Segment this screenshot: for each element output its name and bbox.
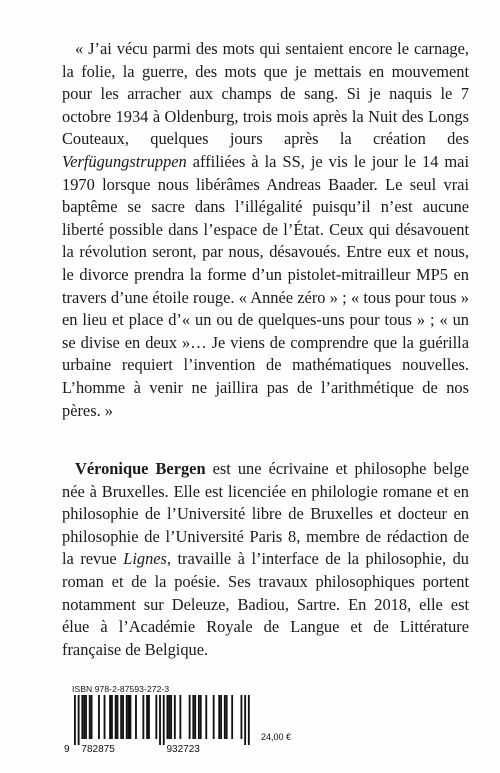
- barcode-bar: [155, 695, 157, 739]
- barcode-bar: [148, 695, 150, 739]
- bio-text-a: est une écrivaine et philosophe belge née à Bruxelles. Elle est licenciée en philologie romane et en philosophie de l’Université libre de Bruxelles et docteur en philosophie de l’Université Paris 8, membre de rédaction de la revue: [62, 459, 469, 569]
- barcode-bar: [200, 695, 202, 739]
- barcode-bar: [85, 695, 87, 739]
- isbn-label: ISBN 978-2-87593-272-3: [72, 684, 170, 694]
- barcode-bar: [218, 695, 220, 739]
- barcode-bar: [174, 695, 176, 739]
- barcode-bar: [189, 695, 191, 739]
- barcode-bar: [146, 695, 148, 739]
- barcode-bar: [126, 695, 128, 739]
- bio-journal-title: Lignes: [123, 549, 167, 569]
- barcode-bar: [78, 695, 80, 745]
- barcode-bar: [167, 695, 169, 739]
- price-label: 24,00 €: [261, 732, 292, 742]
- barcode-bar: [192, 695, 194, 739]
- barcode-bar: [74, 695, 76, 745]
- barcode-bar: [248, 695, 250, 745]
- author-bio: [62, 458, 469, 661]
- barcode-bar: [81, 695, 83, 739]
- barcode-block: [60, 684, 310, 756]
- quote-tail: affiliées à la SS, je vis le jour le 14 mai 1970 lorsque nous libérâmes Andreas Baader. Le seul vrai baptême se sacre dans l’illégalité puisqu’il n’est aucune liberté possible dans l’espace de l’État. Ceux qui désavouent la révolution seront, par nous, désavoués. Entre eux et nous, le divorce prendra la forme d’un pistolet-mitrailleur MP5 en travers d’une étoile rouge. « Année zéro » ; « tous pour tous » en lieu et place d’« un ou de quelques-uns pour tous » ; « un se divise en deux »… Je viens de comprendre que la guérilla urbaine requiert l’invention de mathématiques nouvelles. L’homme à venir ne jaillira pas de l’arithmétique de nos pères. »: [62, 151, 469, 420]
- barcode-bar: [170, 695, 172, 739]
- barcode-digits: 782875: [81, 744, 115, 755]
- quote-lead: « J’ai vécu parmi des mots qui sentaient encore le carnage, la folie, la guerre, des mots que je mettais en mouvement pour les arracher aux champs de sang. Si je naquis le 7 octobre 1934 à Oldenburg, trois mois après la Nuit des Longs Couteaux, quelques jours après la création des: [62, 39, 469, 149]
- barcode-bar: [120, 695, 122, 739]
- barcode-bar: [241, 695, 243, 739]
- barcode-bar: [226, 695, 228, 739]
- barcode-bar: [122, 695, 124, 739]
- barcode-bar: [159, 695, 161, 745]
- barcode-bar: [194, 695, 196, 739]
- author-name: Véronique Bergen: [75, 459, 206, 478]
- barcode-bar: [89, 695, 91, 739]
- barcode-image: [60, 695, 260, 755]
- barcode-bar: [109, 695, 111, 739]
- barcode-bar: [130, 695, 132, 739]
- barcode-bar: [104, 695, 106, 739]
- barcode-bar: [220, 695, 222, 739]
- barcode-bar: [91, 695, 93, 739]
- barcode-bar: [244, 695, 246, 745]
- barcode-bar: [115, 695, 117, 739]
- quote-italic-term: Verfügungstruppen: [62, 151, 187, 171]
- barcode-bar: [83, 695, 85, 739]
- barcode-bar: [111, 695, 113, 739]
- barcode-bar: [205, 695, 207, 739]
- barcode-bar: [198, 695, 200, 739]
- barcode-bar: [98, 695, 100, 739]
- barcode-bar: [224, 695, 226, 739]
- barcode-bar: [128, 695, 130, 739]
- barcode-bar: [117, 695, 119, 739]
- bio-text-b: , travaille à l’interface de la philosophie, du roman et de la poésie. Ses travaux philosophiques portent notamment sur Deleuze, Badiou, Sartre. En 2018, elle est élue à l’Académie Royale de Langue et de Littérature française de Belgique.: [62, 549, 469, 659]
- barcode-bar: [163, 695, 165, 745]
- barcode-digits: 932723: [166, 744, 200, 755]
- barcode-bar: [213, 695, 215, 739]
- barcode-bar: [179, 695, 181, 739]
- barcode-bar: [142, 695, 144, 739]
- blurb-quote: [62, 38, 469, 422]
- barcode-digits: 9: [64, 744, 70, 755]
- barcode-bar: [135, 695, 137, 739]
- barcode-bar: [168, 695, 170, 739]
- barcode-bar: [231, 695, 233, 739]
